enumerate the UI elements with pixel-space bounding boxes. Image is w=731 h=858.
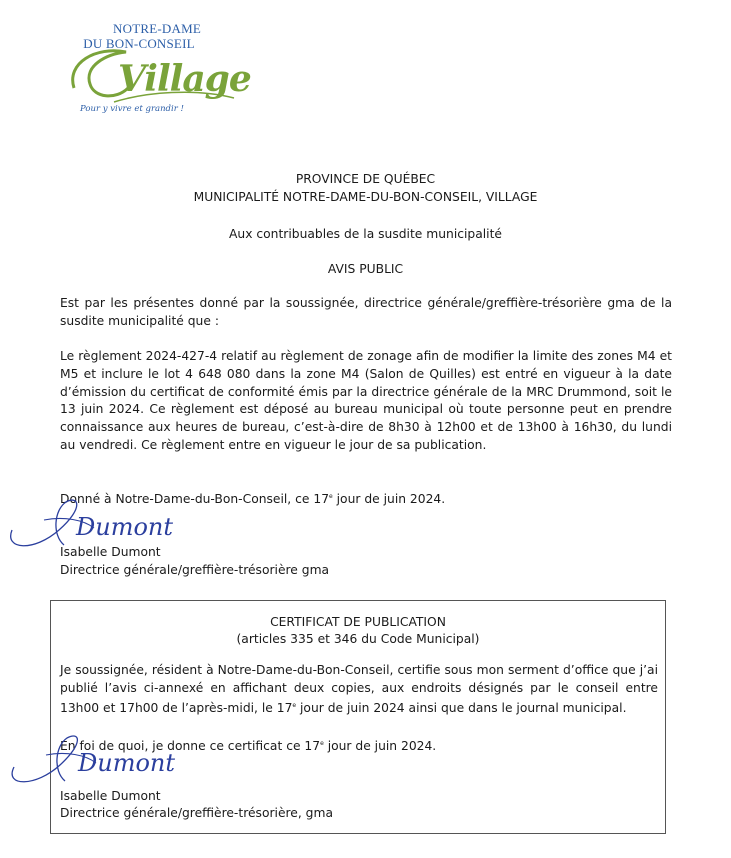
certificate-signer-title: Directrice générale/greffière-trésorière, gma <box>60 806 333 820</box>
signature-text: Dumont <box>76 513 174 541</box>
logo-word: Village <box>118 58 251 100</box>
signer-title: Directrice générale/greffière-trésorière gma <box>60 563 330 577</box>
logo-line-2: DU BON-CONSEIL <box>83 36 195 51</box>
certificate-body: Je soussignée, résident à Notre-Dame-du-Bon-Conseil, certifie sous mon serment d’office que j’ai publié l’avis ci-annexé en affichant deux copies, aux endroits désignés par le conseil entre 13h00 et 17h00 de l’après-midi, le 17e jour de juin 2024 ainsi que dans le journal municipal. <box>60 663 658 715</box>
given-date-line: Donné à Notre-Dame-du-Bon-Conseil, ce 17e jour de juin 2024. <box>60 492 446 506</box>
municipality-logo <box>56 18 251 128</box>
notice-intro: Est par les présentes donné par la soussignée, directrice générale/greffière-trésorière gma de la susdite municipalité que : <box>60 296 672 328</box>
addressee-line: Aux contribuables de la susdite municipalité <box>229 227 502 241</box>
province-heading: PROVINCE DE QUÉBEC <box>295 172 436 186</box>
certificate-signature-text: Dumont <box>78 749 176 777</box>
certificate-handwritten-signature <box>4 725 184 795</box>
logo-tagline: Pour y vivre et grandir ! <box>80 104 184 114</box>
notice-body: Le règlement 2024-427-4 relatif au règlement de zonage afin de modifier la limite des zones M4 et M5 et inclure le lot 4 648 080 dans la zone M4 (Salon de Quilles) est entré en vigueur à la date d’émission du certificat de conformité émis par la directrice générale de la MRC Drummond, soit le 13 juin 2024. Ce règlement est déposé au bureau municipal où toute personne peut en prendre connaissance aux heures de bureau, c’est-à-dire de 8h30 à 12h00 et de 13h00 à 16h30, du lundi au vendredi. Ce règlement entre en vigueur le jour de sa publication. <box>60 349 672 452</box>
certificate-box <box>50 600 666 834</box>
certificate-subtitle: (articles 335 et 346 du Code Municipal) <box>236 632 480 646</box>
municipality-heading: MUNICIPALITÉ NOTRE-DAME-DU-BON-CONSEIL, VILLAGE <box>193 190 538 204</box>
certificate-faith-line: En foi de quoi, je donne ce certificat ce 17e jour de juin 2024. <box>60 739 437 753</box>
logo-line-1: NOTRE-DAME <box>113 21 201 36</box>
certificate-signer-name: Isabelle Dumont <box>60 789 161 803</box>
signer-name: Isabelle Dumont <box>60 545 161 559</box>
notice-title: AVIS PUBLIC <box>327 262 404 276</box>
certificate-title: CERTIFICAT DE PUBLICATION <box>270 615 446 629</box>
